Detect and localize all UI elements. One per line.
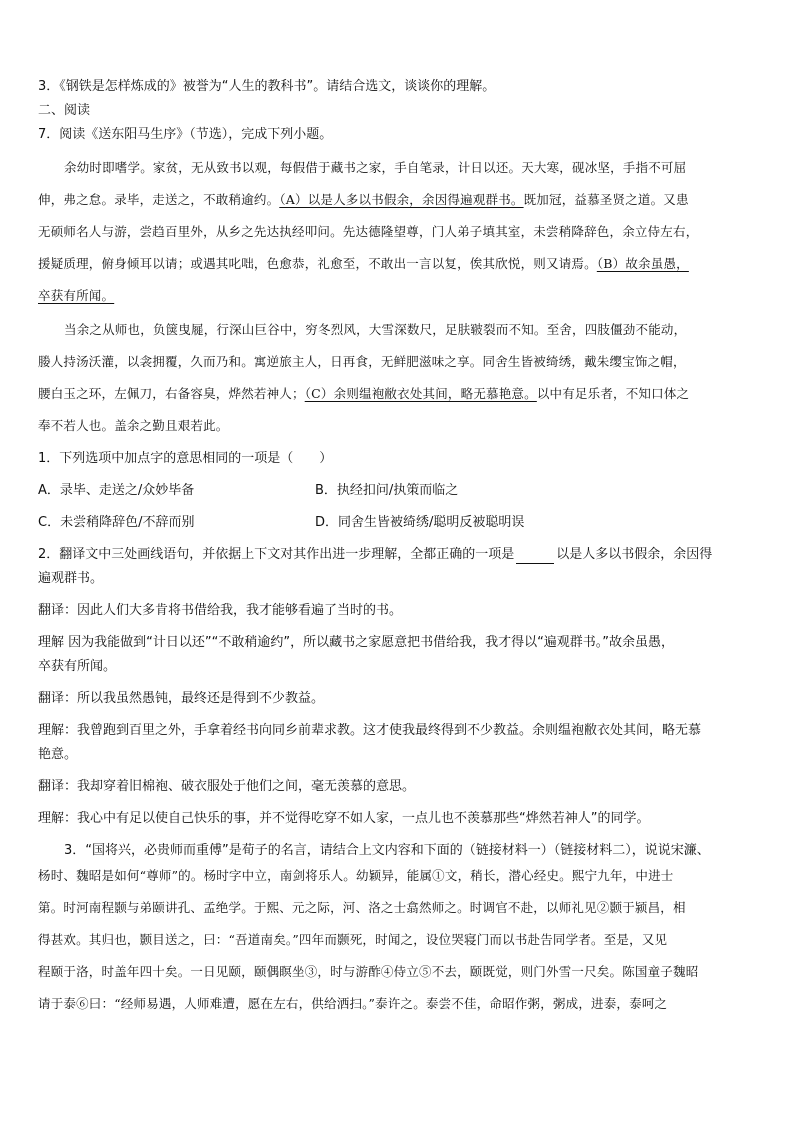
document-page	[38, 78, 756, 1020]
underlined-sentence-b-end: 卒获有所闻。	[38, 288, 115, 303]
question-3-top: 3．《钢铁是怎样炼成的》被誉为“人生的教科书”。请结合选文，谈谈你的理解。	[38, 79, 496, 94]
understanding-2: 理解：我曾跑到百里之外，手拿着经书向同乡前辈求教。这才使我最终得到不少教益。余则缊袍敝衣处其间，略无慕	[38, 723, 702, 738]
understanding-2-cont: 艳意。	[38, 747, 78, 762]
option-c: C．未尝稍降辞色/不辞而别	[38, 515, 195, 530]
passage-line: 援疑质理，俯身倾耳以请；或遇其叱咄，色愈恭，礼愈至，不敢出一言以复，俟其欣悦，则又请焉。（B）故余虽愚，	[38, 256, 689, 271]
translation-3: 翻译：我却穿着旧棉袍、破衣服处于他们之间，毫无羡慕的意思。	[38, 779, 416, 794]
understanding-1-cont: 卒获有所闻。	[38, 659, 117, 674]
passage-paragraph-1	[38, 152, 756, 312]
question-7-heading: 7．阅读《送东阳马生序》（节选），完成下列小题。	[38, 127, 333, 142]
material-line: 杨时、魏昭是如何“尊师”的。杨时字中立，南剑将乐人。幼颖异，能属①文，稍长，潜心经史。熙宁九年，中进士	[38, 868, 674, 883]
underlined-sentence-c: （C）余则缊袍敝衣处其间，略无慕艳意。	[304, 386, 537, 401]
underlined-sentence-b: （B）故余虽愚，	[596, 256, 689, 271]
sub-question-1: 1．下列选项中加点字的意思相同的一项是（ ）	[38, 451, 333, 466]
sub-question-2-cont: 遍观群书。	[38, 571, 104, 586]
sub-question-3: 3．“国将兴，必贵师而重傅”是荀子的名言，请结合上文内容和下面的（链接材料一）（链接材料二），说说宋濂、	[64, 843, 710, 858]
passage-line: 无硕师名人与游，尝趋百里外，从乡之先达执经叩问。先达德隆望尊，门人弟子填其室，未尝稍降辞色，余立侍左右，	[38, 224, 699, 239]
passage-line: 伸，弗之怠。录毕，走送之，不敢稍逾约。（A）以是人多以书假余，余因得遍观群书。既加冠，益慕圣贤之道。又患	[38, 192, 689, 207]
material-line: 程颐于洛，时盖年四十矣。一日见颐，颐偶瞑坐③，时与游酢④侍立⑤不去，颐既觉，则门外雪一尺矣。陈国童子魏昭	[38, 964, 699, 979]
options-row-1	[38, 482, 756, 500]
underlined-sentence-a: （A）以是人多以书假余，余因得遍观群书。	[279, 192, 524, 207]
translation-2: 翻译：所以我虽然愚钝，最终还是得到不少教益。	[38, 691, 325, 706]
passage-line: 媵人持汤沃灌，以衾拥覆，久而乃和。寓逆旅主人，日再食，无鲜肥滋味之享。同舍生皆被绮绣，戴朱缨宝饰之帽，	[38, 354, 686, 369]
translation-1: 翻译：因此人们大多肯将书借给我，我才能够看遍了当时的书。	[38, 603, 403, 618]
option-a: A．录毕、走送之/众妙毕备	[38, 483, 195, 498]
passage-paragraph-2	[38, 314, 756, 442]
section-heading-reading: 二、阅读	[38, 103, 91, 118]
answer-blank[interactable]	[516, 549, 554, 564]
material-line: 第。时河南程颢与弟颐讲孔、孟绝学。于熙、元之际，河、洛之士翕然师之。时调官不赴，以师礼见②颢于颍昌，相	[38, 900, 686, 915]
passage-line	[38, 280, 756, 312]
linked-material	[38, 860, 756, 1020]
passage-line: 奉不若人也。盖余之勤且艰若此。	[38, 418, 229, 433]
option-d: D．同舍生皆被绮绣/聪明反被聪明误	[315, 515, 525, 530]
passage-line: 当余之从师也，负箧曳屣，行深山巨谷中，穷冬烈风，大雪深数尺，足肤皲裂而不知。至舍，四肢僵劲不能动，	[64, 322, 687, 337]
options-row-2	[38, 514, 756, 532]
understanding-1: 理解 因为我能做到“计日以还”“不敢稍逾约”，所以藏书之家愿意把书借给我，我才得以“遍观群书。”故余虽愚，	[38, 635, 675, 650]
passage-line: 腰白玉之环，左佩刀，右备容臭，烨然若神人；（C）余则缊袍敝衣处其间，略无慕艳意。以中有足乐者，不知口体之	[38, 386, 690, 401]
understanding-3: 理解：我心中有足以使自己快乐的事，并不觉得吃穿不如人家，一点儿也不羡慕那些“烨然若神人”的同学。	[38, 811, 650, 826]
material-line: 请于泰⑥曰：“经师易遇，人师难遭，愿在左右，供给洒扫。”泰许之。泰尝不佳，命昭作粥，粥成，进泰，泰呵之	[38, 996, 668, 1011]
sub-question-2: 2．翻译文中三处画线语句，并依据上下文对其作出进一步理解，全都正确的一项是 以是人多以书假余，余因得	[38, 547, 713, 562]
passage-line: 余幼时即嗜学。家贫，无从致书以观，每假借于藏书之家，手自笔录，计日以还。天大寒，砚冰坚，手指不可屈	[64, 160, 687, 175]
material-line: 得甚欢。其归也，颢目送之，曰：“吾道南矣。”四年而颢死，时闻之，设位哭寝门而以书赴告同学者。至是，又见	[38, 932, 668, 947]
option-b: B．执经扣问/执策而临之	[315, 483, 459, 498]
